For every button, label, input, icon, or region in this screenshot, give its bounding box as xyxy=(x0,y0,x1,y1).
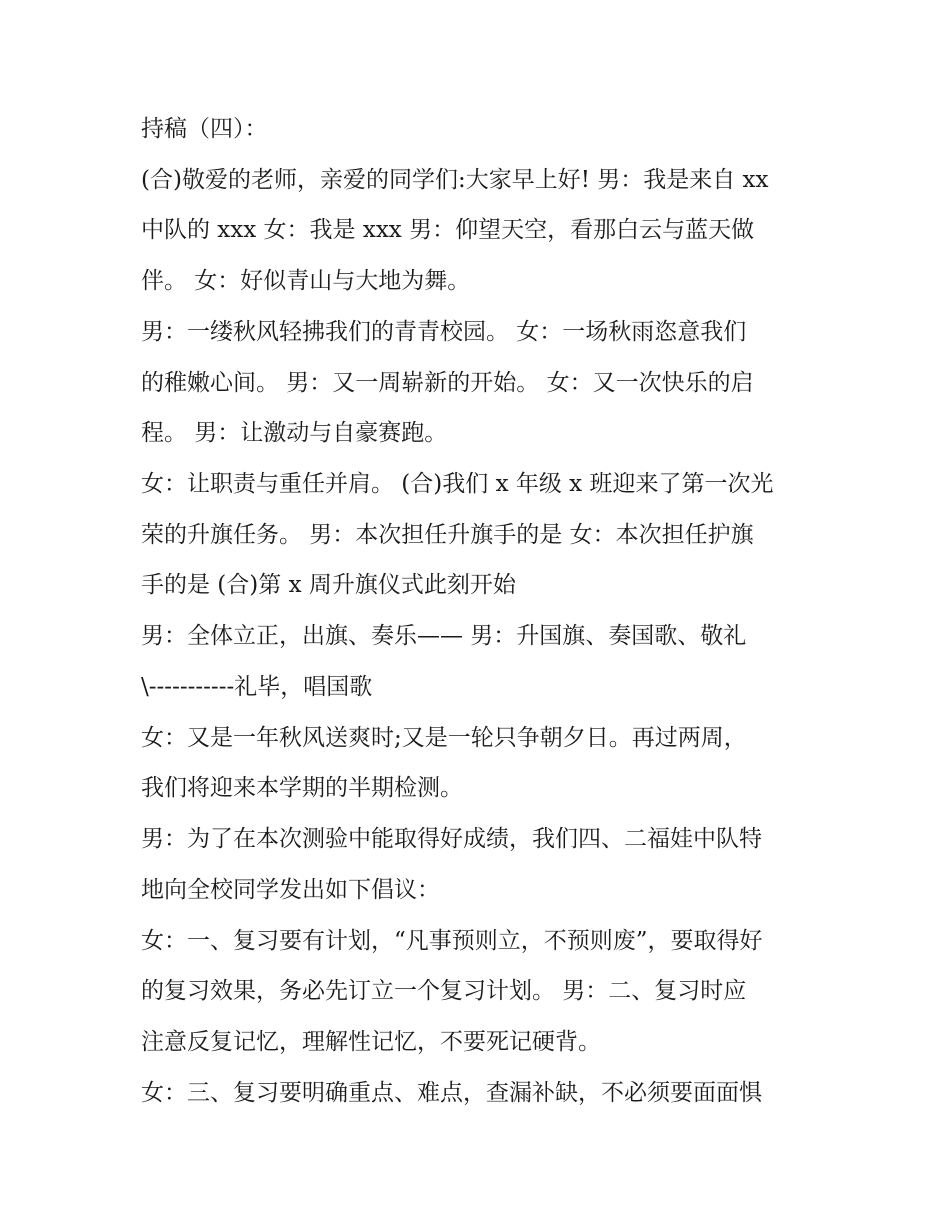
text-line: 女：一、复习要有计划，“凡事预则立，不预则废”，要取得好 xyxy=(141,928,763,954)
text-line: 手的是 (合)第 x 周升旗仪式此刻开始 xyxy=(141,572,516,598)
text-line: 的复习效果，务必先订立一个复习计划。 男：二、复习时应 xyxy=(141,978,747,1004)
text-line: 女：让职责与重任并肩。 (合)我们 x 年级 x 班迎来了第一次光 xyxy=(141,471,774,497)
text-line: 男：为了在本次测验中能取得好成绩，我们四、二福娃中队特 xyxy=(141,826,762,852)
text-line: 的稚嫩心间。 男：又一周崭新的开始。 女：又一次快乐的启 xyxy=(141,370,754,396)
text-line: 中队的 xxx 女：我是 xxx 男：仰望天空，看那白云与蓝天做 xyxy=(141,217,755,243)
text-line: 地向全校同学发出如下倡议： xyxy=(141,877,440,903)
text-line: (合)敬爱的老师，亲爱的同学们:大家早上好! 男：我是来自 xx xyxy=(141,167,769,193)
text-line: 女：三、复习要明确重点、难点，查漏补缺，不必须要面面惧 xyxy=(141,1080,762,1106)
text-line: 男：一缕秋风轻拂我们的青青校园。 女：一场秋雨恣意我们 xyxy=(141,319,747,345)
text-line: 我们将迎来本学期的半期检测。 xyxy=(141,775,463,801)
text-line: 荣的升旗任务。 男：本次担任升旗手的是 女：本次担任护旗 xyxy=(141,522,754,548)
text-line: \-----------礼毕，唱国歌 xyxy=(141,674,373,700)
text-line: 程。 男：让激动与自豪赛跑。 xyxy=(141,420,448,446)
text-line: 女：又是一年秋风送爽时;又是一轮只争朝夕日。再过两周， xyxy=(141,725,747,751)
text-line: 伴。 女：好似青山与大地为舞。 xyxy=(141,268,471,294)
text-line: 注意反复记忆，理解性记忆，不要死记硬背。 xyxy=(141,1029,601,1055)
text-line: 持稿（四）： xyxy=(141,116,268,142)
text-line: 男：全体立正，出旗、奏乐—— 男：升国旗、奏国歌、敬礼 xyxy=(141,623,747,649)
